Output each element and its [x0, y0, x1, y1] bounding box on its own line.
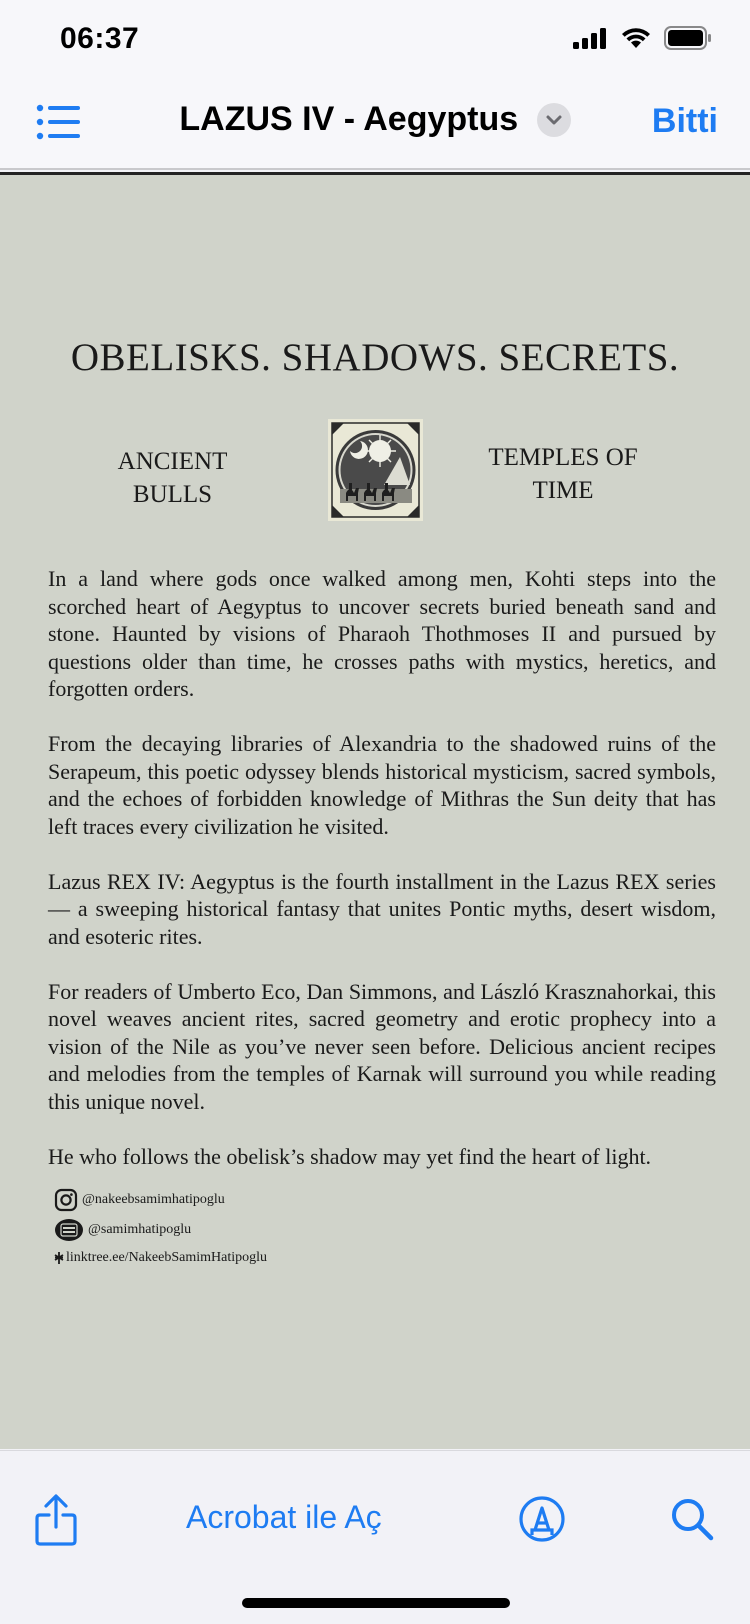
social-links [54, 1185, 267, 1271]
document-title[interactable]: LAZUS IV - Aegyptus [179, 100, 519, 138]
social-instagram [54, 1185, 267, 1215]
social-youtube [54, 1215, 267, 1245]
home-indicator[interactable] [242, 1598, 510, 1608]
status-bar [0, 0, 750, 80]
blurb-tagline: He who follows the obelisk’s shadow may yet find the heart of light. [48, 1143, 652, 1169]
page-heading: OBELISKS. SHADOWS. SECRETS. [70, 336, 680, 379]
instagram-icon [54, 1188, 78, 1212]
linktree-icon [54, 1251, 64, 1265]
instagram-handle[interactable]: @nakeebsamimhatipoglu [82, 1192, 225, 1207]
share-button[interactable] [34, 1493, 78, 1547]
battery-icon [664, 26, 712, 50]
status-icons [572, 26, 712, 50]
linktree-link[interactable]: linktree.ee/NakeebSamimHatipoglu [66, 1250, 267, 1265]
bottom-toolbar [0, 1450, 750, 1624]
share-icon [34, 1493, 78, 1547]
open-in-acrobat-button[interactable]: Acrobat ile Aç [186, 1499, 382, 1535]
caption-right: TEMPLES OF TIME [488, 444, 638, 504]
blurb-paragraph: Lazus REX IV: Aegyptus is the fourth installment in the Lazus REX series — a sweeping historical fantasy that unites Pontic myths, desert wisdom, and esoteric rites. [48, 868, 716, 949]
blurb-paragraph: For readers of Umberto Eco, Dan Simmons, and László Krasznahorkai, this novel weaves ancient rites, sacred geometry and erotic prophecy into a vision of the Nile as you’ve never seen before. Delicious ancient recipes and melodies from the temples of Karnak will surround you while reading this unique novel. [48, 978, 716, 1114]
blurb-text [48, 565, 716, 1178]
nav-title-group [0, 100, 750, 139]
pdf-page[interactable] [0, 175, 750, 1449]
blurb-paragraph: From the decaying libraries of Alexandria to the shadowed ruins of the Serapeum, this poetic odyssey blends historical mysticism, sacred symbols, and the echoes of forbidden knowledge of Mithras the Sun deity that has left traces every civilization he visited. [48, 731, 716, 839]
nav-bar [0, 80, 750, 170]
search-icon [668, 1495, 716, 1543]
youtube-handle[interactable]: @samimhatipoglu [88, 1222, 192, 1237]
social-linktree [54, 1245, 267, 1271]
status-time: 06:37 [60, 22, 140, 55]
cellular-signal-icon [572, 27, 608, 49]
youtube-icon [54, 1218, 84, 1242]
wifi-icon [620, 26, 652, 50]
markup-button[interactable] [518, 1495, 566, 1543]
chevron-down-icon [537, 103, 571, 137]
caption-left: ANCIENT BULLS [117, 448, 228, 508]
markup-pen-icon [518, 1495, 566, 1543]
search-button[interactable] [668, 1495, 716, 1543]
sun-caravan-emblem [328, 419, 423, 521]
blurb-paragraph: In a land where gods once walked among men, Kohti steps into the scorched heart of Aegyptus to uncover secrets buried beneath sand and stone. Haunted by visions of Pharaoh Thothmoses II and pursued by questions older than time, he crosses paths with mystics, heretics, and forgotten orders. [48, 566, 716, 701]
done-button[interactable]: Bitti [651, 102, 718, 140]
title-menu-button[interactable] [537, 103, 571, 137]
